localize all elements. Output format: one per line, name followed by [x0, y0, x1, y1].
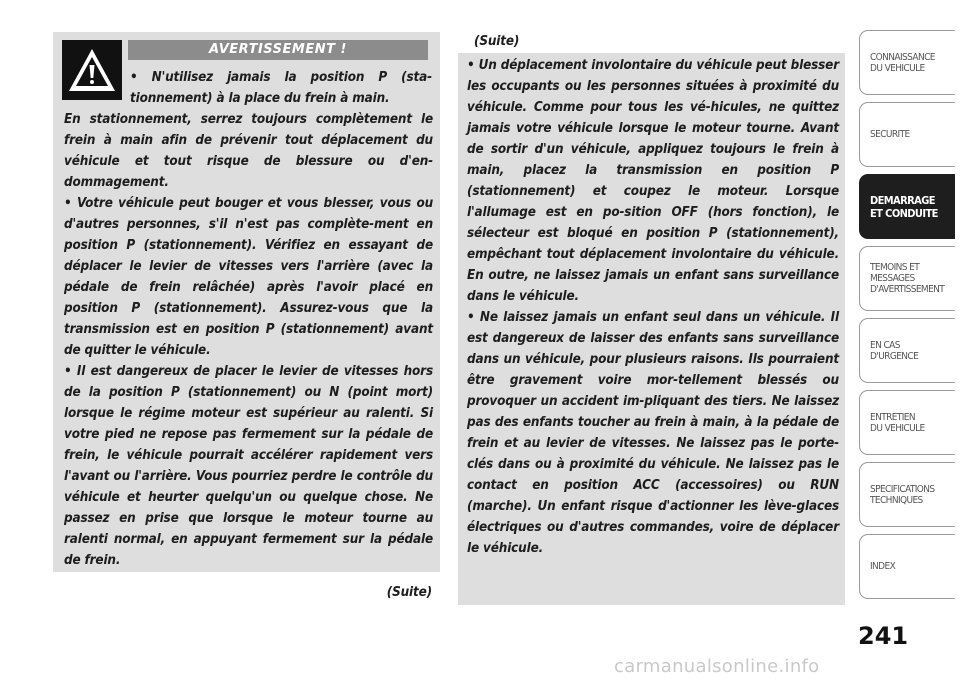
continuation-label: (Suite): [474, 34, 520, 49]
tab-temoins-et-messages[interactable]: TEMOINS ET MESSAGES D'AVERTISSEMENT: [859, 246, 955, 311]
warning-first-bullet: • N'utilisez jamais la position P (sta-tionnement) à la place du frein à main.: [130, 70, 432, 106]
warning-paragraph: • Votre véhicule peut bouger et vous blesser, vous ou d'autres personnes, s'il n'est pas complète-ment en position P (stationnement). Vérifiez en essayant de déplacer le levier de vitesses vers l'arrière (avec la pédale de frein relâchée) après l'avoir placé en position P (stationnement). Assurez-vous que la transmission est en position P (stationnement) avant de quitter le véhicule.: [64, 196, 433, 358]
warning-paragraph: En stationnement, serrez toujours complètement le frein à main afin de prévenir tout déplacement du véhicule et tout risque de blessure ou d'en-dommagement.: [64, 112, 433, 190]
continuation-paragraph: • Un déplacement involontaire du véhicule peut blesser les occupants ou les personnes situées à proximité du véhicule. Comme pour tous les vé-hicules, ne quittez jamais votre véhicule lorsque le moteur tourne. Avant de sortir d'un véhicule, appliquez toujours le frein à main, placez la transmission en position P (stationnement) et coupez le moteur. Lorsque l'allumage est en po-sition OFF (hors fonction), le sélecteur est bloqué en position P (stationnement), empêchant tout déplacement involontaire du véhicule. En outre, ne laissez jamais un enfant sans surveillance dans le véhicule.: [467, 58, 839, 304]
section-tabs: [859, 30, 955, 606]
tab-en-cas-d-urgence[interactable]: EN CAS D'URGENCE: [859, 318, 955, 383]
tab-connaissance-du-vehicule[interactable]: CONNAISSANCE DU VEHICULE: [859, 30, 955, 95]
continued-label: (Suite): [386, 585, 432, 600]
tab-entretien-du-vehicule[interactable]: ENTRETIEN DU VEHICULE: [859, 390, 955, 455]
continuation-body: [467, 55, 839, 559]
tab-securite[interactable]: SECURITE: [859, 102, 955, 167]
warning-title: AVERTISSEMENT !: [128, 40, 428, 60]
warning-paragraph: • Il est dangereux de placer le levier de vitesses hors de la position P (stationnement) ou N (point mort) lorsque le régime moteur est supérieur au ralenti. Si votre pied ne repose pas fermement sur la pédale de frein, le véhicule pourrait accélérer rapidement vers l'avant ou l'arrière. Vous pourriez perdre le contrôle du véhicule et heurter quelqu'un ou quelque chose. Ne passez en prise que lorsque le moteur tourne au ralenti normal, en appuyant fermement sur la pédale de frein.: [64, 364, 433, 568]
page-number: 241: [858, 622, 909, 650]
warning-body: [64, 109, 433, 571]
tab-index[interactable]: INDEX: [859, 534, 955, 599]
warning-triangle-icon: [62, 40, 122, 100]
continuation-paragraph: • Ne laissez jamais un enfant seul dans un véhicule. Il est dangereux de laisser des enfants sans surveillance dans un véhicule, pour plusieurs raisons. Ils pourraient être gravement voire mor-tellement blessés ou provoquer un accident im-pliquant des tiers. Ne laissez pas des enfants toucher au frein à main, à la pédale de frein et au levier de vitesses. Ne laissez pas le porte-clés dans ou à proximité du véhicule. Ne laissez pas le contact en position ACC (accessoires) ou RUN (marche). Un enfant risque d'actionner les lève-glaces électriques ou d'autres commandes, voire de déplacer le véhicule.: [467, 310, 839, 556]
tab-specifications-techniques[interactable]: SPECIFICATIONS TECHNIQUES: [859, 462, 955, 527]
watermark: carmanualsonline.info: [614, 656, 820, 677]
tab-demarrage-et-conduite[interactable]: DEMARRAGE ET CONDUITE: [859, 174, 955, 239]
